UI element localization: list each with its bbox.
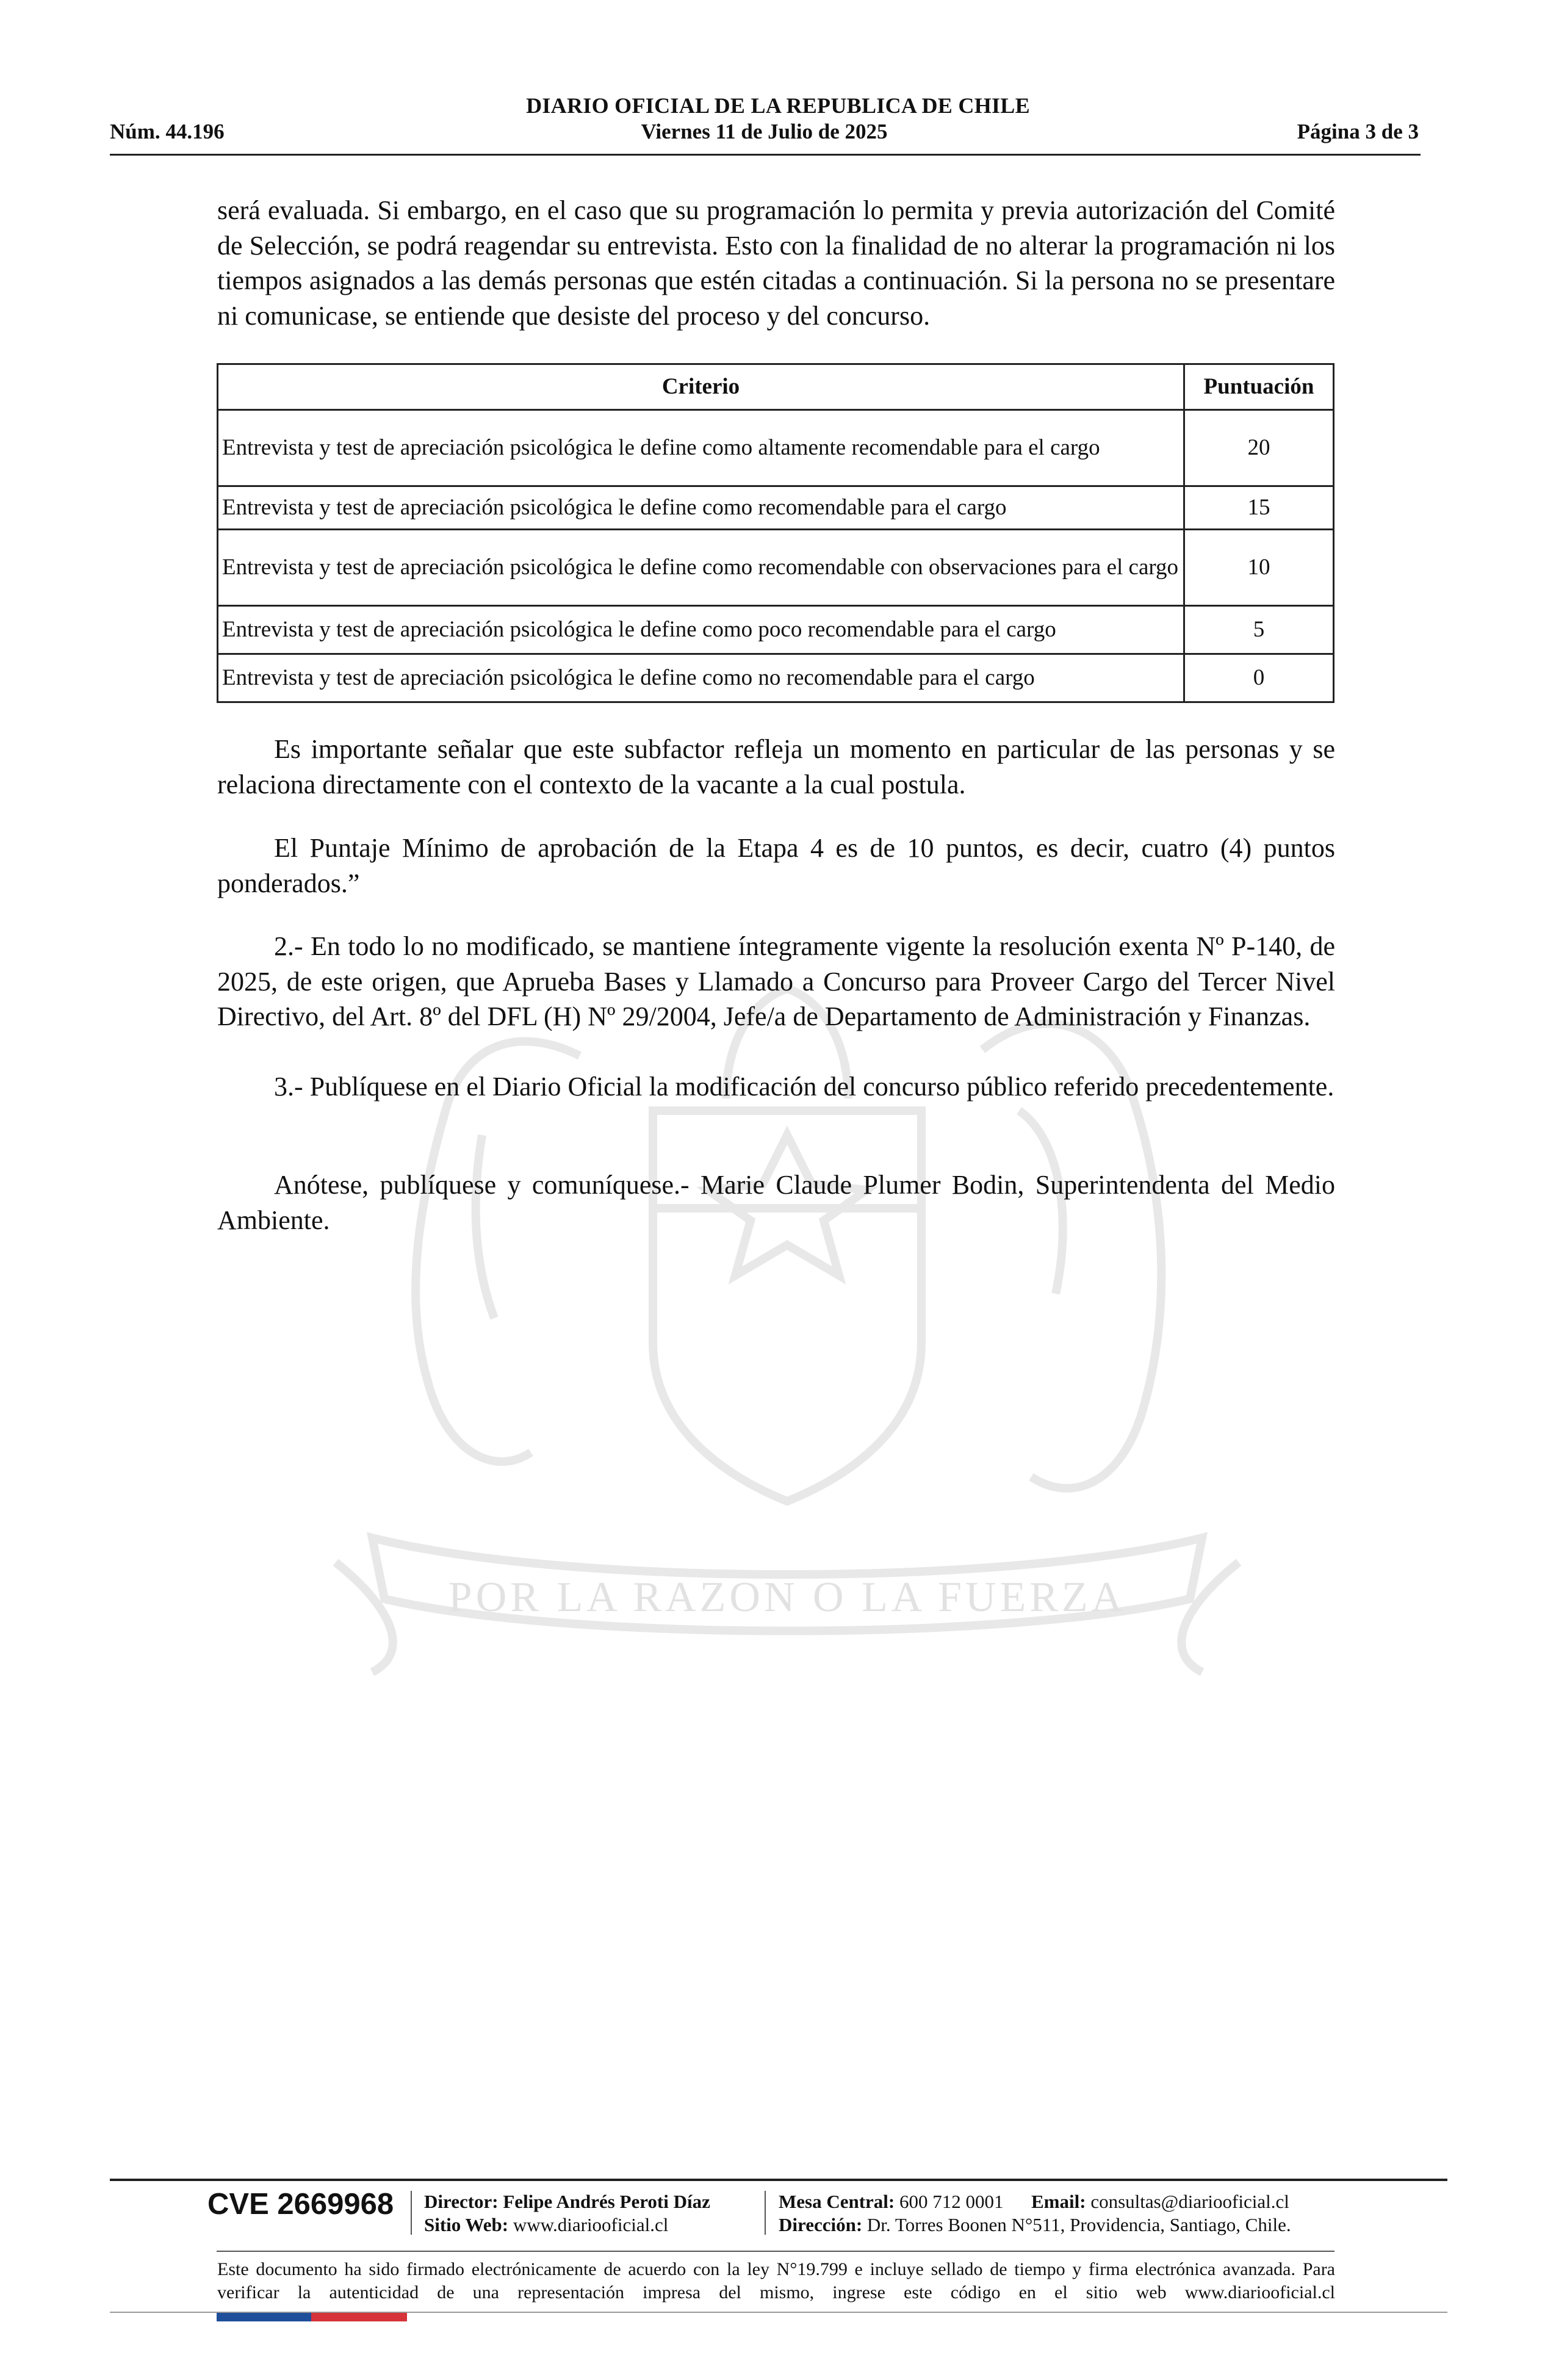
email-label: Email:	[1031, 2191, 1086, 2212]
watermark-motto: POR LA RAZON O LA FUERZA	[448, 1574, 1126, 1621]
director-label: Director:	[424, 2191, 499, 2212]
table-header-score: Puntuación	[1184, 364, 1334, 410]
table-row	[218, 654, 1334, 702]
footer-divider	[110, 2179, 1447, 2181]
coat-of-arms-watermark-icon	[262, 952, 1312, 1703]
header-divider	[110, 154, 1421, 156]
table-row	[218, 530, 1334, 606]
paragraph-important: Es importante señalar que este subfactor refleja un momento en particular de las personas y se relaciona directamente con el contexto de la vacante a la cual postula.	[217, 734, 1335, 799]
address-text: Dr. Torres Boonen N°511, Providencia, Santiago, Chile.	[866, 2214, 1291, 2235]
phone-label: Mesa Central:	[779, 2191, 895, 2212]
footer-separator	[411, 2191, 412, 2235]
legal-notice: Este documento ha sido firmado electrónicamente de acuerdo con la ley N°19.799 e incluye sellado de tiempo y firma electrónica avanzada. Para verificar la autenticidad de una representación impresa del mismo, ingrese este código en el sitio web www.diariooficial.cl	[217, 2259, 1335, 2302]
footer-separator	[765, 2191, 766, 2235]
footer-contact-block	[779, 2190, 1291, 2237]
issue-date: Viernes 11 de Julio de 2025	[641, 120, 888, 143]
email-link[interactable]: consultas@diariooficial.cl	[1090, 2191, 1289, 2212]
flag-stripe-blue	[217, 2313, 311, 2321]
director-name: Felipe Andrés Peroti Díaz	[503, 2191, 710, 2212]
table-header-row	[218, 364, 1334, 410]
footer-director-block	[424, 2190, 710, 2237]
intro-paragraph: será evaluada. Si embargo, en el caso que su programación lo permita y previa autorización del Comité de Selección, se podrá reagendar su entrevista. Esto con la finalidad de no alterar la programación ni los tiempos asignados a las demás personas que estén citadas a continuación. Si la persona no se presentare ni comunicase, se entiende que desiste del proceso y del concurso.	[217, 195, 1335, 331]
newspaper-title: DIARIO OFICIAL DE LA REPUBLICA DE CHILE	[526, 93, 1030, 118]
address-label: Dirección:	[779, 2214, 863, 2235]
criterion-cell: Entrevista y test de apreciación psicológica le define como altamente recomendable para el cargo	[218, 410, 1184, 486]
cve-code: CVE 2669968	[207, 2188, 394, 2221]
score-cell: 5	[1184, 606, 1334, 654]
criteria-table	[217, 363, 1334, 703]
criterion-cell: Entrevista y test de apreciación psicológica le define como poco recomendable para el cargo	[218, 606, 1184, 654]
page-indicator: Página 3 de 3	[1297, 120, 1419, 143]
header-row	[110, 120, 1419, 149]
website-label: Sitio Web:	[424, 2214, 509, 2235]
table-header-criterion: Criterio	[218, 364, 1184, 410]
criterion-cell: Entrevista y test de apreciación psicológica le define como recomendable con observaciones para el cargo	[218, 530, 1184, 606]
footer-inner-divider	[217, 2251, 1334, 2252]
closing-paragraph: Anótese, publíquese y comuníquese.- Marie Claude Plumer Bodin, Superintendenta del Medio Ambiente.	[217, 1170, 1335, 1235]
flag-stripe-red	[311, 2313, 407, 2321]
criterion-cell: Entrevista y test de apreciación psicológica le define como recomendable para el cargo	[218, 486, 1184, 530]
paragraph-2: 2.- En todo lo no modificado, se mantiene íntegramente vigente la resolución exenta Nº P-140, de 2025, de este origen, que Aprueba Bases y Llamado a Concurso para Proveer Cargo del Tercer Nivel Directivo, del Art. 8º del DFL (H) Nº 29/2004, Jefe/a de Departamento de Administración y Finanzas.	[217, 931, 1335, 1031]
table-row	[218, 410, 1334, 486]
score-cell: 10	[1184, 530, 1334, 606]
table-row	[218, 606, 1334, 654]
phone-number: 600 712 0001	[899, 2191, 1004, 2212]
table-row	[218, 486, 1334, 530]
score-cell: 15	[1184, 486, 1334, 530]
score-cell: 20	[1184, 410, 1334, 486]
paragraph-3: 3.- Publíquese en el Diario Oficial la modificación del concurso público referido precedentemente.	[274, 1072, 1334, 1102]
paragraph-minimum-score: El Puntaje Mínimo de aprobación de la Etapa 4 es de 10 puntos, es decir, cuatro (4) puntos ponderados.”	[217, 833, 1335, 898]
score-cell: 0	[1184, 654, 1334, 702]
criterion-cell: Entrevista y test de apreciación psicológica le define como no recomendable para el cargo	[218, 654, 1184, 702]
website-link[interactable]: www.diariooficial.cl	[513, 2214, 669, 2235]
issue-number: Núm. 44.196	[110, 120, 225, 143]
